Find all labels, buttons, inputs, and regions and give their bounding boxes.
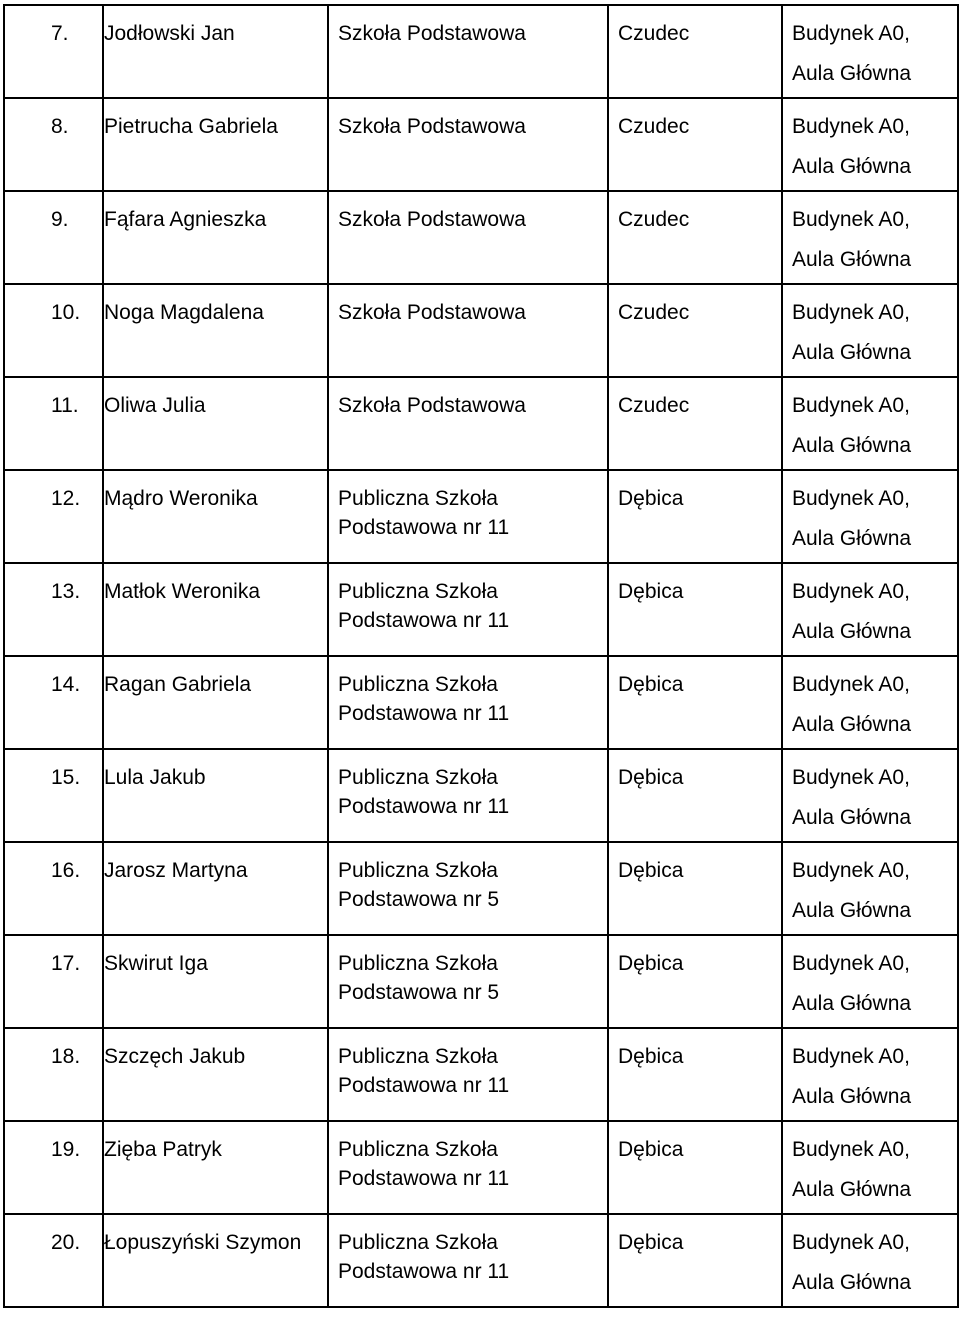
city-cell [608,1121,782,1214]
participant-name-cell [103,470,328,563]
row-number-cell [4,5,103,98]
city-name: Dębica [618,580,684,603]
school-name-line2: Podstawowa nr 11 [338,1074,510,1097]
location-building: Budynek A0, [792,22,910,45]
school-cell [328,1121,608,1214]
school-name-line1: Szkoła Podstawowa [338,394,526,417]
city-cell [608,191,782,284]
row-number-cell [4,377,103,470]
school-cell [328,563,608,656]
school-cell [328,284,608,377]
participant-name-cell [103,377,328,470]
participant-name-cell [103,656,328,749]
location-room: Aula Główna [792,341,912,364]
location-building: Budynek A0, [792,1045,910,1068]
location-cell [782,935,958,1028]
location-cell [782,842,958,935]
school-name-line1: Publiczna Szkoła [338,1045,498,1068]
city-name: Dębica [618,952,684,975]
location-room: Aula Główna [792,527,912,550]
row-number: 20. [51,1231,81,1254]
table-row [4,284,958,377]
participant-name: Szczęch Jakub [104,1045,246,1068]
school-cell [328,1214,608,1307]
school-name-line1: Publiczna Szkoła [338,673,498,696]
row-number-cell [4,749,103,842]
location-building: Budynek A0, [792,859,910,882]
school-cell [328,377,608,470]
location-cell [782,98,958,191]
city-cell [608,377,782,470]
table-row [4,749,958,842]
location-building: Budynek A0, [792,1231,910,1254]
school-cell [328,656,608,749]
location-cell [782,284,958,377]
table-row [4,1121,958,1214]
city-cell [608,470,782,563]
table-row [4,656,958,749]
location-cell [782,5,958,98]
location-building: Budynek A0, [792,1138,910,1161]
city-cell [608,935,782,1028]
school-name-line2: Podstawowa nr 11 [338,1167,510,1190]
location-building: Budynek A0, [792,952,910,975]
location-cell [782,749,958,842]
city-name: Dębica [618,487,684,510]
row-number-cell [4,1214,103,1307]
participant-name: Fąfara Agnieszka [104,208,267,231]
location-room: Aula Główna [792,434,912,457]
table-row [4,98,958,191]
row-number: 13. [51,580,81,603]
location-cell [782,470,958,563]
location-cell [782,1214,958,1307]
city-name: Dębica [618,673,684,696]
table-row [4,842,958,935]
city-cell [608,284,782,377]
participant-name: Jarosz Martyna [104,859,248,882]
school-name-line2: Podstawowa nr 11 [338,702,510,725]
table-row [4,377,958,470]
table-row [4,563,958,656]
school-name-line2: Podstawowa nr 5 [338,888,500,911]
school-name-line2: Podstawowa nr 5 [338,981,500,1004]
location-room: Aula Główna [792,620,912,643]
table-row [4,1028,958,1121]
participant-name-cell [103,98,328,191]
city-cell [608,1214,782,1307]
school-cell [328,191,608,284]
participant-name-cell [103,5,328,98]
participant-name-cell [103,191,328,284]
row-number: 14. [51,673,81,696]
row-number-cell [4,1028,103,1121]
school-name-line2: Podstawowa nr 11 [338,609,510,632]
participant-name: Skwirut Iga [104,952,208,975]
location-cell [782,563,958,656]
participant-name-cell [103,284,328,377]
location-building: Budynek A0, [792,115,910,138]
location-room: Aula Główna [792,806,912,829]
participant-name: Zięba Patryk [104,1138,222,1161]
location-building: Budynek A0, [792,766,910,789]
row-number: 16. [51,859,81,882]
location-building: Budynek A0, [792,673,910,696]
school-cell [328,749,608,842]
location-building: Budynek A0, [792,208,910,231]
row-number-cell [4,842,103,935]
participant-name-cell [103,1121,328,1214]
row-number-cell [4,935,103,1028]
school-name-line2: Podstawowa nr 11 [338,795,510,818]
school-name-line1: Publiczna Szkoła [338,580,498,603]
city-name: Czudec [618,115,690,138]
city-cell [608,1028,782,1121]
school-name-line1: Szkoła Podstawowa [338,208,526,231]
row-number: 12. [51,487,81,510]
row-number: 9. [51,208,69,231]
location-room: Aula Główna [792,899,912,922]
row-number: 7. [51,22,69,45]
school-cell [328,98,608,191]
location-room: Aula Główna [792,1178,912,1201]
city-name: Dębica [618,1138,684,1161]
location-cell [782,656,958,749]
participant-name: Mądro Weronika [104,487,258,510]
city-cell [608,842,782,935]
school-cell [328,842,608,935]
row-number-cell [4,563,103,656]
participant-name-cell [103,1028,328,1121]
row-number-cell [4,284,103,377]
city-cell [608,749,782,842]
school-cell [328,935,608,1028]
participant-name: Ragan Gabriela [104,673,252,696]
row-number: 18. [51,1045,81,1068]
participant-name-cell [103,563,328,656]
participant-name-cell [103,935,328,1028]
school-cell [328,470,608,563]
school-name-line1: Publiczna Szkoła [338,952,498,975]
city-name: Czudec [618,394,690,417]
participant-name-cell [103,842,328,935]
location-room: Aula Główna [792,62,912,85]
row-number-cell [4,470,103,563]
row-number: 19. [51,1138,81,1161]
location-cell [782,377,958,470]
city-name: Dębica [618,1045,684,1068]
row-number: 17. [51,952,81,975]
city-name: Czudec [618,301,690,324]
school-cell [328,1028,608,1121]
participant-name: Matłok Weronika [104,580,261,603]
location-cell [782,1028,958,1121]
school-name-line1: Publiczna Szkoła [338,859,498,882]
city-cell [608,98,782,191]
table-row [4,935,958,1028]
city-cell [608,563,782,656]
location-room: Aula Główna [792,713,912,736]
school-name-line2: Podstawowa nr 11 [338,516,510,539]
participants-table-body [4,5,958,1307]
participant-name-cell [103,1214,328,1307]
table-row [4,1214,958,1307]
participant-name-cell [103,749,328,842]
location-room: Aula Główna [792,155,912,178]
participant-name: Pietrucha Gabriela [104,115,278,138]
table-row [4,191,958,284]
participant-name: Noga Magdalena [104,301,264,324]
row-number-cell [4,1121,103,1214]
city-name: Czudec [618,22,690,45]
row-number: 8. [51,115,69,138]
location-building: Budynek A0, [792,394,910,417]
city-name: Dębica [618,1231,684,1254]
row-number-cell [4,191,103,284]
location-building: Budynek A0, [792,301,910,324]
location-room: Aula Główna [792,248,912,271]
city-name: Czudec [618,208,690,231]
city-cell [608,5,782,98]
location-building: Budynek A0, [792,580,910,603]
participant-name: Oliwa Julia [104,394,206,417]
school-name-line2: Podstawowa nr 11 [338,1260,510,1283]
participants-table [3,4,959,1308]
location-room: Aula Główna [792,1085,912,1108]
row-number-cell [4,98,103,191]
participant-name: Jodłowski Jan [104,22,235,45]
city-cell [608,656,782,749]
row-number: 15. [51,766,81,789]
school-name-line1: Szkoła Podstawowa [338,115,526,138]
city-name: Dębica [618,766,684,789]
row-number-cell [4,656,103,749]
school-cell [328,5,608,98]
table-row [4,470,958,563]
city-name: Dębica [618,859,684,882]
row-number: 11. [51,394,79,417]
location-building: Budynek A0, [792,487,910,510]
school-name-line1: Publiczna Szkoła [338,1231,498,1254]
participant-name: Lula Jakub [104,766,206,789]
school-name-line1: Publiczna Szkoła [338,766,498,789]
location-room: Aula Główna [792,1271,912,1294]
location-cell [782,191,958,284]
table-row [4,5,958,98]
participant-name: Łopuszyński Szymon [104,1231,302,1254]
school-name-line1: Publiczna Szkoła [338,1138,498,1161]
school-name-line1: Szkoła Podstawowa [338,22,526,45]
row-number: 10. [51,301,81,324]
location-room: Aula Główna [792,992,912,1015]
school-name-line1: Publiczna Szkoła [338,487,498,510]
school-name-line1: Szkoła Podstawowa [338,301,526,324]
location-cell [782,1121,958,1214]
